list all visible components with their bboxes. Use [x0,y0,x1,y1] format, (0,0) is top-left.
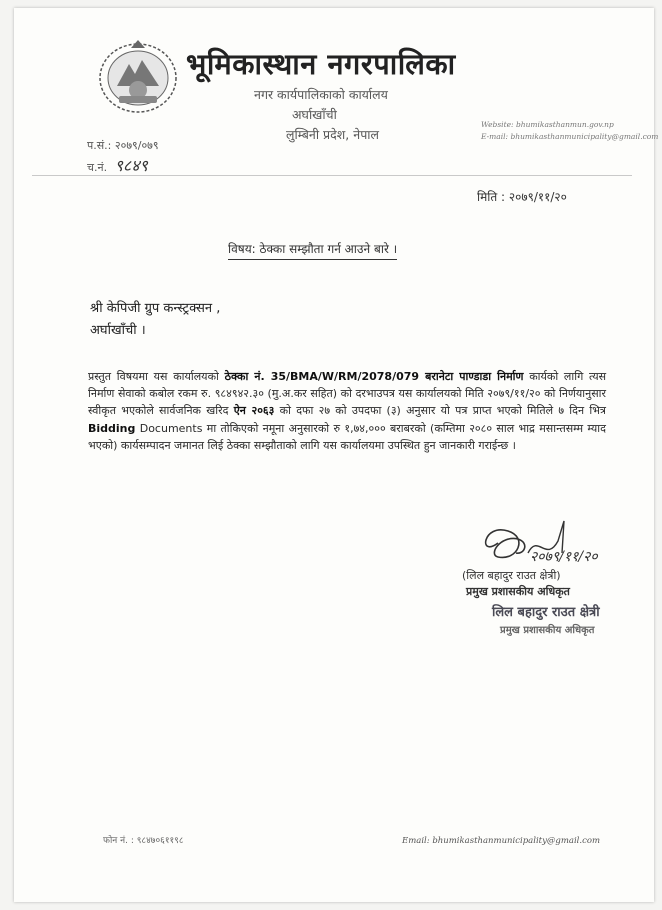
letter-date: मिति : २०७९/११/२० [477,190,567,204]
signatory-name: (लिल बहादुर राउत क्षेत्री) [462,569,561,582]
addressee-location: अर्घाखाँची । [90,323,146,338]
reference-number: प.सं.: २०७९/०७९ [87,139,159,152]
signature-date: २०७९/११/२० [530,549,598,565]
dispatch-label: च.नं. [87,161,108,174]
signatory-position: प्रमुख प्रशासकीय अधिकृत [466,585,570,598]
contract-number: ठेक्का नं. 35/BMA/W/RM/2078/079 बरानेटा पाण्डाडा निर्माण [224,370,524,383]
footer-phone: फोन नं. : ९८४७०६११९८ [103,836,184,846]
body-text-2: कार्यको लागि त्यस निर्माण सेवाको कबोल रकम रु. ९८४९४२.३० (मु.अ.कर सहित) को दरभाउपत्र यस कार्यालयको मिति २०७९/११/२० को निर्णयानुसार स्वीकृत भएकोले सार्वजनिक खरिद [88,370,607,418]
stamp-position: प्रमुख प्रशासकीय अधिकृत [500,625,595,636]
addressee-name: श्री केपिजी ग्रुप कन्स्ट्रक्सन , [90,301,221,316]
body-text-1: प्रस्तुत विषयमा यस कार्यालयको [88,370,219,383]
bidding-keyword: Bidding [88,421,136,435]
dispatch-value: ९८४९ [114,156,148,175]
letter-subject: विषय: ठेक्का सम्झौता गर्न आउने बारे । [228,240,397,260]
body-text-4: Documents मा तोकिएको नमूना अनुसारको रु १,७४,००० बराबरको (कम्तिमा २०८० साल भाद्र मसान्तसम्म म्याद भएको) कार्यसम्पादन जमानत लिई ठेक्का सम्झौताको लागि यस कार्यालयमा उपस्थित हुन जानकारी गराईन्छ । [88,421,606,452]
email-text: E-mail: bhumikasthanmunicipality@gmail.com [481,132,659,141]
office-province: लुम्बिनी प्रदेश, नेपाल [286,127,380,142]
office-location: अर्घाखाँची [292,107,337,122]
footer-email: Email: bhumikasthanmunicipality@gmail.com [402,836,601,846]
municipality-title: भूमिकास्थान नगरपालिका [186,47,456,81]
letter-page [14,8,659,902]
handwritten-signature-icon [468,513,633,573]
website-text: Website: bhumikasthanmun.gov.np [481,120,614,129]
letter-body [88,368,606,454]
office-name: नगर कार्यपालिकाको कार्यालय [254,87,388,102]
municipality-emblem-icon [97,38,179,116]
header-divider [32,175,632,176]
stamp-name: लिल बहादुर राउत क्षेत्री [492,605,600,620]
act-reference: ऐन २०६३ [233,404,275,418]
body-text-3: को दफा २७ को उपदफा (३) अनुसार यो पत्र प्राप्त भएको मितिले ७ दिन भित्र [279,404,607,418]
dispatch-number [87,154,148,176]
